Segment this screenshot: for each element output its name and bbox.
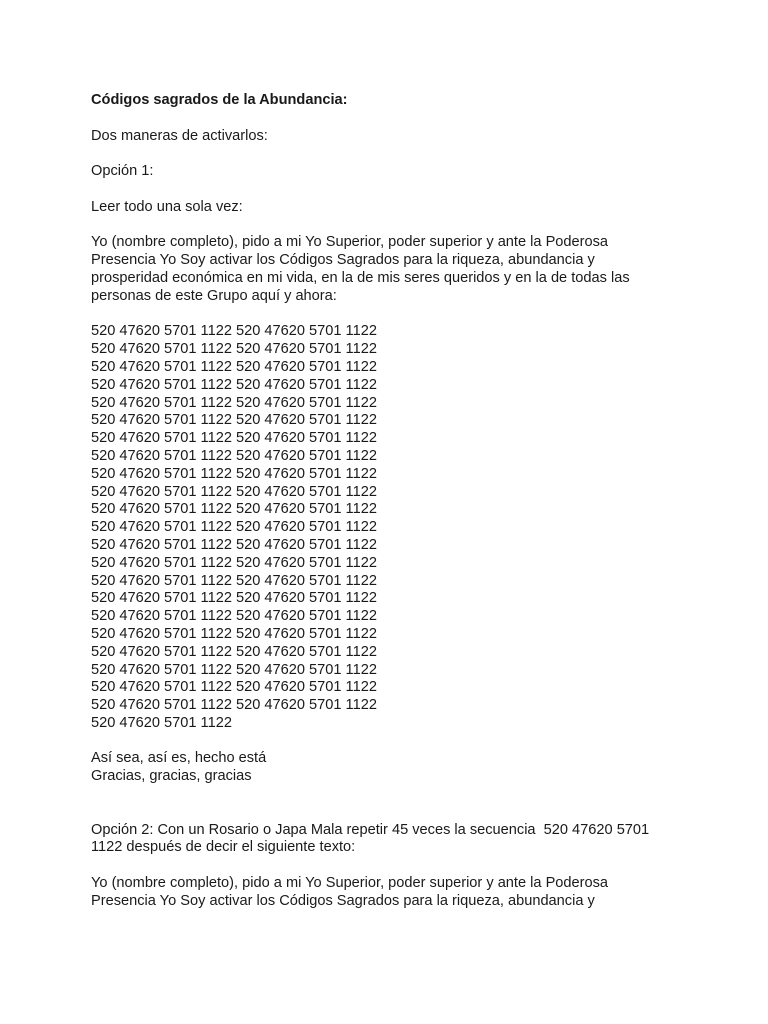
- code-line: 520 47620 5701 1122 520 47620 5701 1122: [91, 483, 377, 500]
- code-sequence-block: [91, 323, 751, 732]
- closing-affirmation: [91, 750, 751, 786]
- code-line: 520 47620 5701 1122 520 47620 5701 1122: [91, 447, 377, 464]
- code-line: 520 47620 5701 1122 520 47620 5701 1122: [91, 572, 377, 589]
- invocation-line: Yo (nombre completo), pido a mi Yo Superior, poder superior y ante la Poderosa: [91, 234, 609, 251]
- code-line: 520 47620 5701 1122 520 47620 5701 1122: [91, 554, 377, 571]
- code-line: 520 47620 5701 1122 520 47620 5701 1122: [91, 661, 377, 678]
- code-line: 520 47620 5701 1122 520 47620 5701 1122: [91, 643, 377, 660]
- code-line: 520 47620 5701 1122 520 47620 5701 1122: [91, 430, 377, 447]
- code-line: 520 47620 5701 1122 520 47620 5701 1122: [91, 412, 377, 429]
- code-line: 520 47620 5701 1122 520 47620 5701 1122: [91, 394, 377, 411]
- code-line: 520 47620 5701 1122 520 47620 5701 1122: [91, 465, 377, 482]
- spacer: [91, 804, 751, 822]
- invocation-line: prosperidad económica en mi vida, en la de mis seres queridos y en la de todas las: [91, 269, 630, 286]
- code-line: 520 47620 5701 1122 520 47620 5701 1122: [91, 625, 377, 642]
- code-line: 520 47620 5701 1122 520 47620 5701 1122: [91, 536, 377, 553]
- code-line: 520 47620 5701 1122 520 47620 5701 1122: [91, 376, 377, 393]
- code-line: 520 47620 5701 1122 520 47620 5701 1122: [91, 590, 377, 607]
- invocation-line: Presencia Yo Soy activar los Códigos Sagrados para la riqueza, abundancia y: [91, 252, 595, 269]
- option1-heading: Opción 1:: [91, 163, 154, 180]
- closing-line: Así sea, así es, hecho está: [91, 750, 267, 767]
- invocation-paragraph: [91, 234, 751, 305]
- code-line: 520 47620 5701 1122 520 47620 5701 1122: [91, 501, 377, 518]
- code-line: 520 47620 5701 1122 520 47620 5701 1122: [91, 608, 377, 625]
- code-line: 520 47620 5701 1122: [91, 714, 232, 731]
- code-line: 520 47620 5701 1122 520 47620 5701 1122: [91, 323, 377, 340]
- intro-text: Dos maneras de activarlos:: [91, 127, 268, 144]
- option2-paragraph: [91, 822, 751, 858]
- invocation-line: personas de este Grupo aquí y ahora:: [91, 287, 337, 304]
- code-line: 520 47620 5701 1122 520 47620 5701 1122: [91, 679, 377, 696]
- option2-line: Opción 2: Con un Rosario o Japa Mala repetir 45 veces la secuencia 520 47620 5701: [91, 821, 650, 838]
- invocation2-line: Yo (nombre completo), pido a mi Yo Superior, poder superior y ante la Poderosa: [91, 875, 609, 892]
- code-line: 520 47620 5701 1122 520 47620 5701 1122: [91, 341, 377, 358]
- code-line: 520 47620 5701 1122 520 47620 5701 1122: [91, 697, 377, 714]
- invocation2-paragraph: [91, 875, 751, 911]
- closing-line: Gracias, gracias, gracias: [91, 768, 252, 785]
- invocation2-line: Presencia Yo Soy activar los Códigos Sagrados para la riqueza, abundancia y: [91, 892, 595, 909]
- code-line: 520 47620 5701 1122 520 47620 5701 1122: [91, 358, 377, 375]
- code-line: 520 47620 5701 1122 520 47620 5701 1122: [91, 519, 377, 536]
- document-body: [91, 92, 751, 928]
- option2-line: 1122 después de decir el siguiente texto:: [91, 839, 356, 856]
- document-title: Códigos sagrados de la Abundancia:: [91, 92, 348, 108]
- option1-instruction: Leer todo una sola vez:: [91, 198, 243, 215]
